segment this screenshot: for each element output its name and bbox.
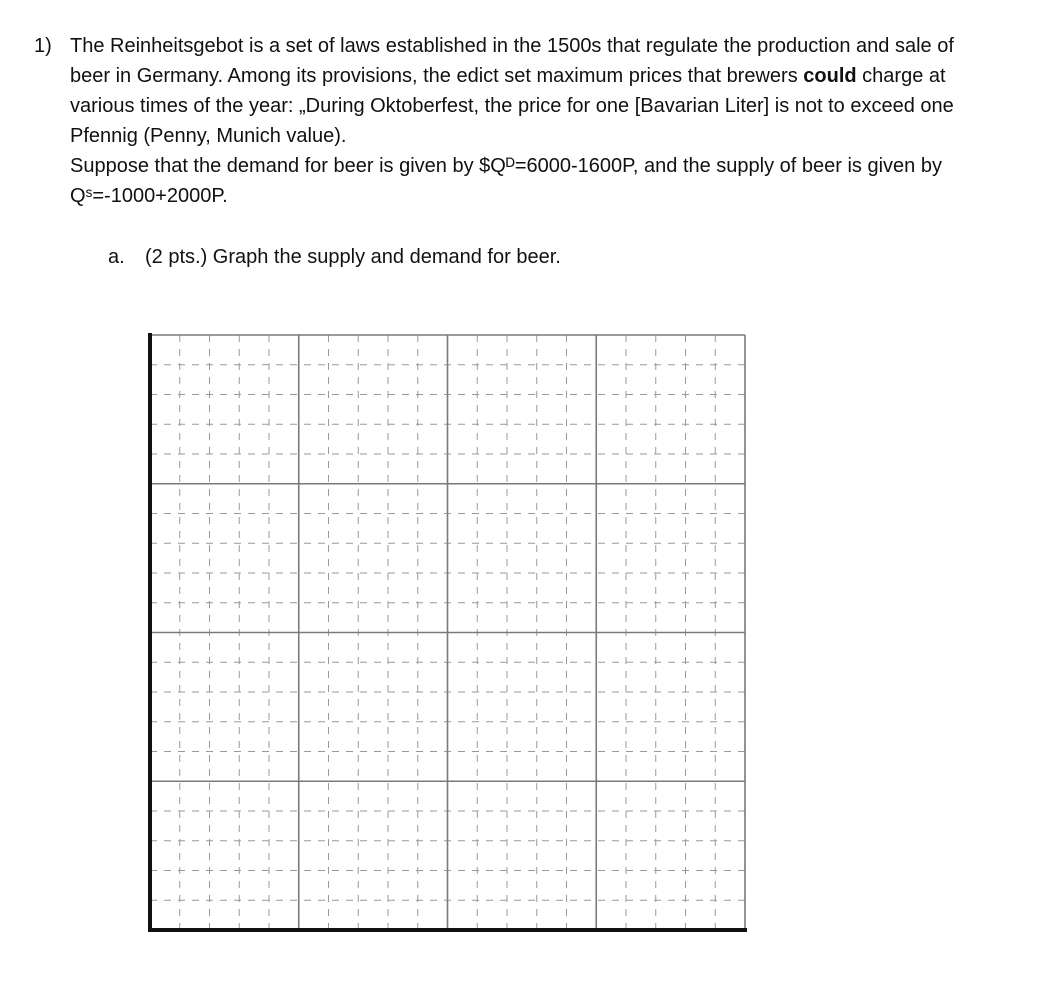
part-a bbox=[108, 242, 561, 272]
question-text-emphasis: could bbox=[803, 65, 857, 87]
question-text-mid: charge at various times of the year: „During Oktoberfest, the price for one [Bavarian Liter] is not to exceed one Pfennig (Penny, Munich value). bbox=[70, 65, 954, 147]
question-1 bbox=[34, 31, 994, 211]
question-number: 1) bbox=[34, 35, 52, 57]
question-equations: Suppose that the demand for beer is given by $Qᴰ=6000-1600P, and the supply of beer is given by Qˢ=-1000+2000P. bbox=[70, 155, 942, 207]
question-text bbox=[70, 31, 970, 211]
question-paragraph bbox=[70, 31, 970, 151]
part-a-label: a. bbox=[108, 246, 125, 268]
question-text-pre: The Reinheitsgebot is a set of laws established in the 1500s that regulate the production and sale of beer in Germany. Among its provisions, the edict set maximum prices that brewers bbox=[70, 35, 954, 87]
graph-paper[interactable] bbox=[140, 325, 760, 945]
part-a-text: (2 pts.) Graph the supply and demand for beer. bbox=[145, 246, 561, 268]
graph-grid[interactable] bbox=[140, 325, 760, 945]
